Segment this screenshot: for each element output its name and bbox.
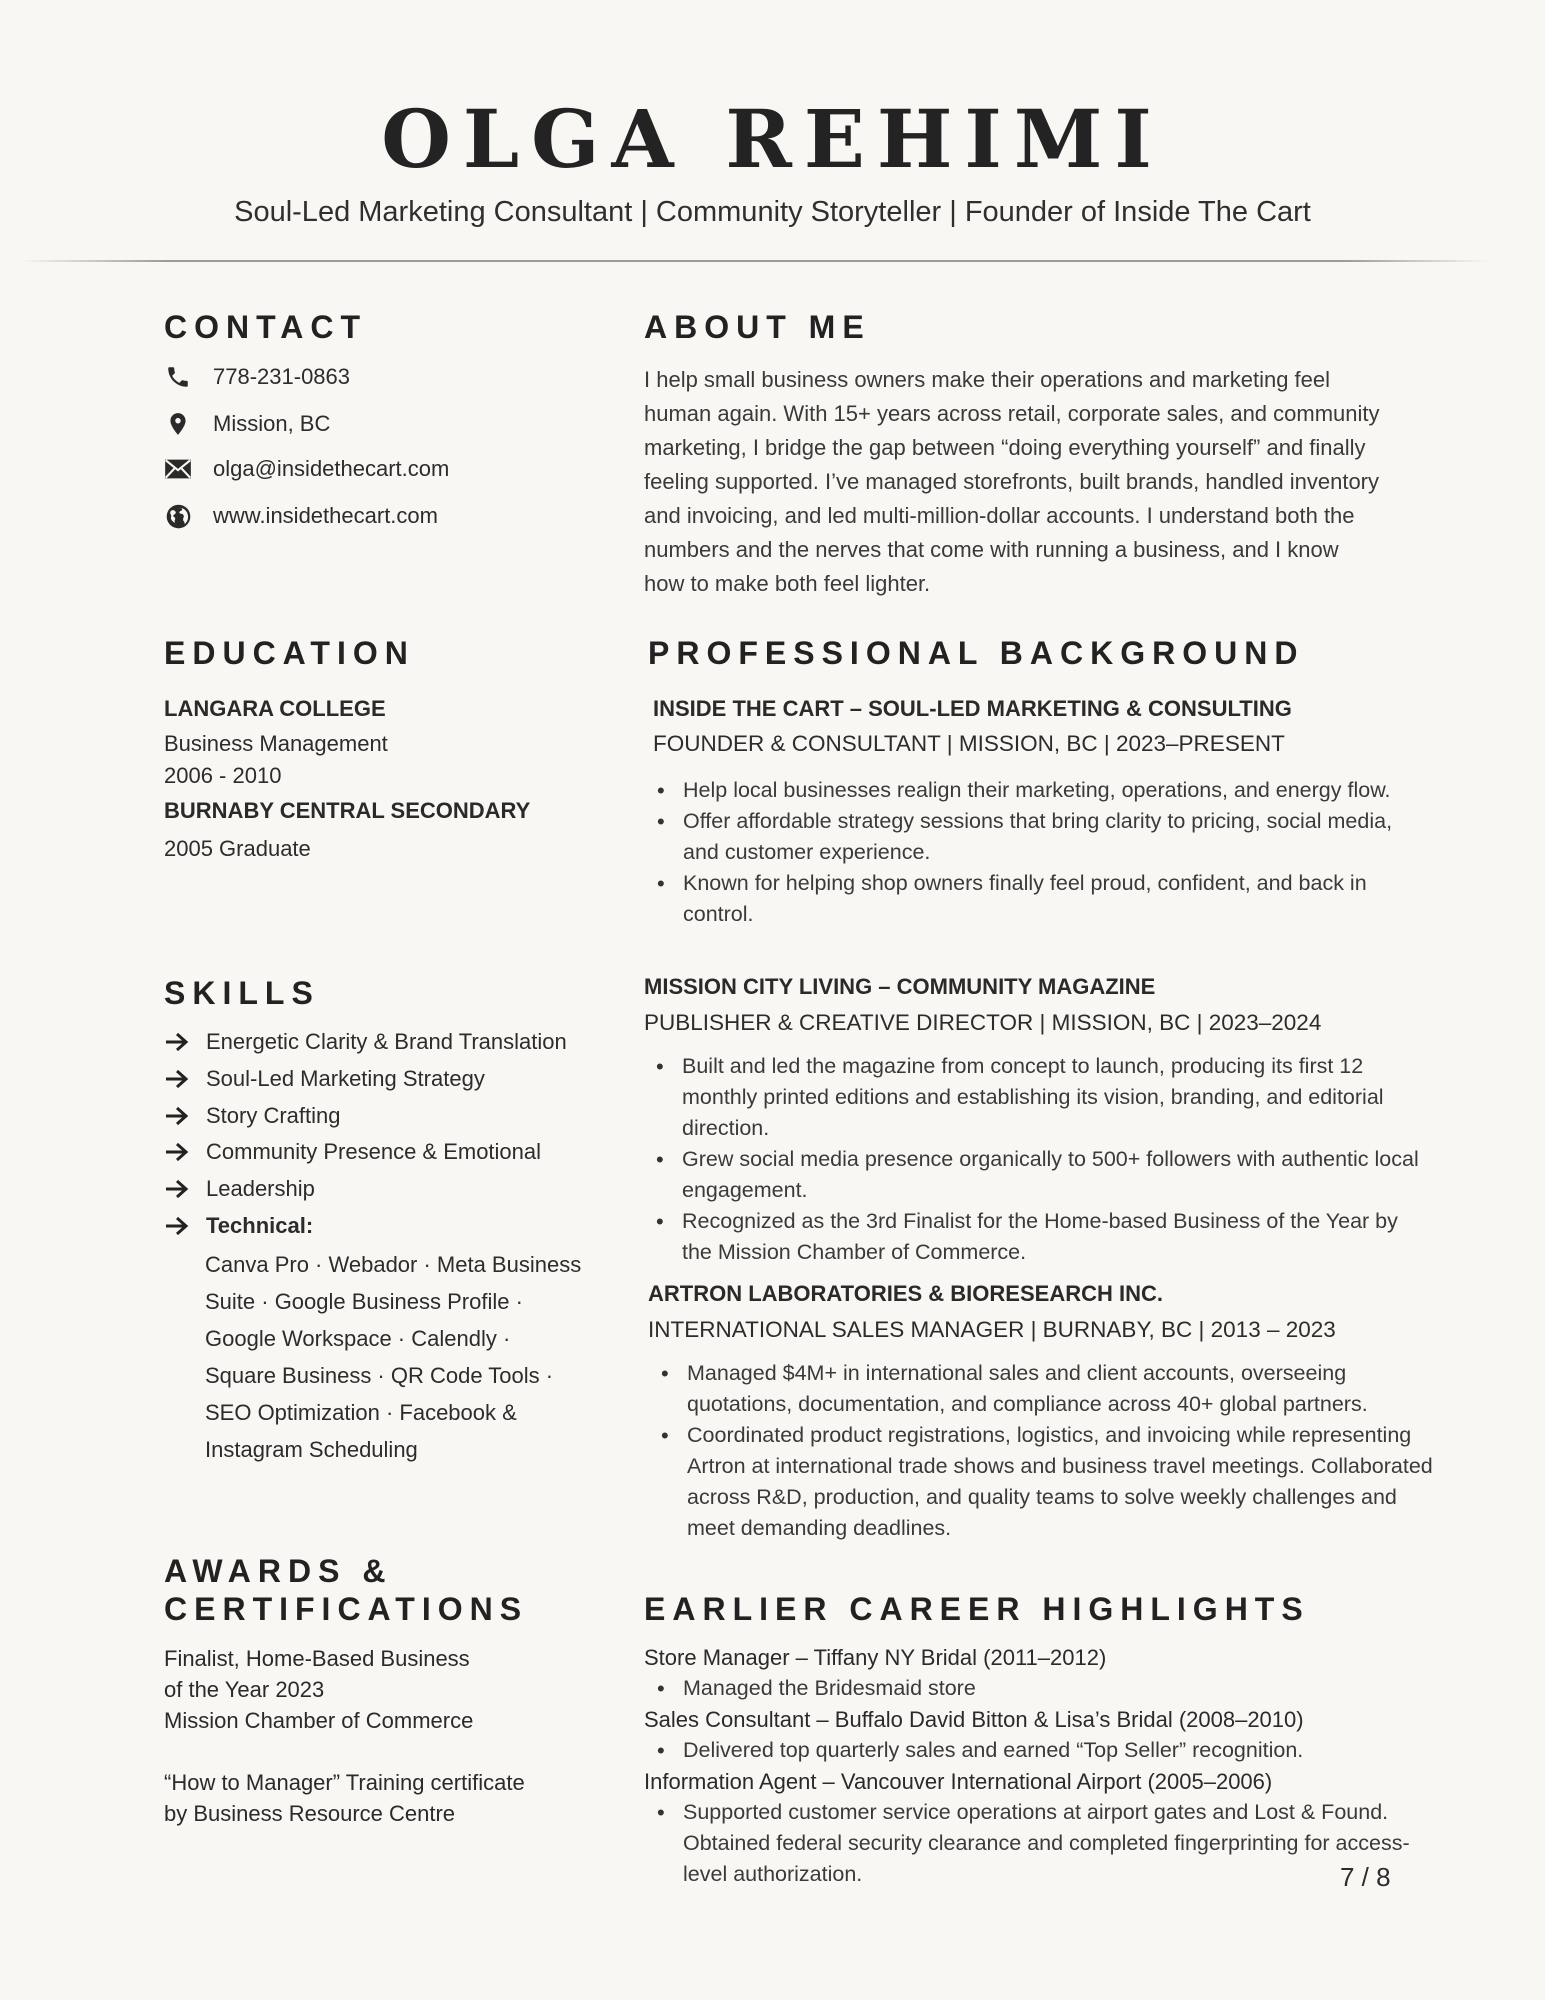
location-pin-icon xyxy=(164,410,192,438)
about-line: human again. With 15+ years across retail, corporate sales, and community xyxy=(644,401,1380,426)
award-line: of the Year 2023 xyxy=(164,1677,325,1702)
skill-label: Soul-Led Marketing Strategy xyxy=(206,1066,485,1091)
contact-phone xyxy=(164,361,350,393)
job-bullet: • Grew social media presence organically to 500+ followers with authentic local engagement. xyxy=(682,1144,1422,1206)
skill-label: Story Crafting xyxy=(206,1103,341,1128)
about-line: and invoicing, and led multi-million-dollar accounts. I understand both the xyxy=(644,503,1355,528)
earlier-bullets xyxy=(644,1797,1423,1890)
skill-label: Energetic Clarity & Brand Translation xyxy=(206,1029,567,1054)
technical-line: Google Workspace · Calendly · xyxy=(205,1326,511,1351)
job-role: PUBLISHER & CREATIVE DIRECTOR | MISSION, BC | 2023–2024 xyxy=(644,1010,1322,1035)
job-bullets xyxy=(653,775,1423,930)
job-bullet: • Help local businesses realign their marketing, operations, and energy flow. xyxy=(683,775,1423,806)
earlier-heading: EARLIER CAREER HIGHLIGHTS xyxy=(644,1591,1310,1627)
award-line: “How to Manager” Training certificate xyxy=(164,1770,525,1795)
email-icon xyxy=(164,455,192,483)
page-number: 7 / 8 xyxy=(1340,1862,1391,1892)
job-company: MISSION CITY LIVING – COMMUNITY MAGAZINE xyxy=(644,974,1156,999)
resume-name: OLGA REHIMI xyxy=(381,92,1164,186)
school-name: LANGARA COLLEGE xyxy=(164,696,386,721)
skill-label: Leadership xyxy=(206,1176,315,1201)
job-bullet: • Built and led the magazine from concept to launch, producing its first 12 monthly printed editions and establishing its vision, branding, and editorial direction. xyxy=(682,1051,1422,1144)
arrow-right-icon xyxy=(164,1215,190,1237)
program-name: 2005 Graduate xyxy=(164,836,311,861)
technical-tools xyxy=(205,1246,581,1468)
program-name: Business Management xyxy=(164,731,388,756)
technical-line: Suite · Google Business Profile · xyxy=(205,1289,523,1314)
award-line: Finalist, Home-Based Business xyxy=(164,1646,470,1671)
arrow-right-icon xyxy=(164,1178,190,1200)
location-text: Mission, BC xyxy=(213,411,331,436)
about-heading: ABOUT ME xyxy=(644,309,871,345)
globe-icon xyxy=(164,502,192,530)
earlier-bullets xyxy=(644,1673,1424,1704)
school-name: BURNABY CENTRAL SECONDARY xyxy=(164,798,531,823)
skill-item-technical xyxy=(164,1209,313,1243)
earlier-bullet: • Supported customer service operations at airport gates and Lost & Found. Obtained federal security clearance and completed fingerprinting for access-level authorization. xyxy=(683,1797,1423,1890)
skill-item xyxy=(164,1099,341,1133)
technical-line: Canva Pro · Webador · Meta Business xyxy=(205,1252,582,1277)
skill-item xyxy=(164,1062,485,1096)
education-heading: EDUCATION xyxy=(164,635,415,671)
earlier-title: Store Manager – Tiffany NY Bridal (2011–2012) xyxy=(644,1645,1107,1670)
earlier-title: Sales Consultant – Buffalo David Bitton & Lisa’s Bridal (2008–2010) xyxy=(644,1707,1304,1732)
contact-email xyxy=(164,453,449,485)
awards-heading-line: CERTIFICATIONS xyxy=(164,1591,529,1627)
awards-heading-line: AWARDS & xyxy=(164,1553,393,1589)
technical-line: Instagram Scheduling xyxy=(205,1437,418,1462)
skill-item xyxy=(164,1135,541,1169)
job-bullet: • Known for helping shop owners finally feel proud, confident, and back in control. xyxy=(683,868,1423,930)
phone-icon xyxy=(164,363,192,391)
job-bullet: • Managed $4M+ in international sales and client accounts, overseeing quotations, documentation, and compliance across 40+ global partners. xyxy=(687,1358,1447,1420)
job-bullet: • Offer affordable strategy sessions that bring clarity to pricing, social media, and customer experience. xyxy=(683,806,1423,868)
job-role: INTERNATIONAL SALES MANAGER | BURNABY, BC | 2013 – 2023 xyxy=(648,1317,1336,1342)
arrow-right-icon xyxy=(164,1105,190,1127)
about-line: how to make both feel lighter. xyxy=(644,571,931,596)
skills-heading: SKILLS xyxy=(164,975,320,1011)
certificate-item xyxy=(164,1767,525,1829)
arrow-right-icon xyxy=(164,1031,190,1053)
awards-heading xyxy=(164,1552,528,1628)
about-line: feeling supported. I’ve managed storefronts, built brands, handled inventory xyxy=(644,469,1380,494)
job-bullets xyxy=(657,1358,1447,1544)
about-line: I help small business owners make their operations and marketing feel xyxy=(644,367,1331,392)
job-bullet: • Recognized as the 3rd Finalist for the Home-based Business of the Year by the Mission Chamber of Commerce. xyxy=(682,1206,1422,1268)
job-company: INSIDE THE CART – SOUL-LED MARKETING & CONSULTING xyxy=(653,696,1292,721)
skill-label: Community Presence & Emotional xyxy=(206,1139,542,1164)
technical-line: Square Business · QR Code Tools · xyxy=(205,1363,554,1388)
arrow-right-icon xyxy=(164,1068,190,1090)
award-item xyxy=(164,1643,473,1736)
job-bullets xyxy=(652,1051,1422,1268)
background-heading: PROFESSIONAL BACKGROUND xyxy=(648,635,1305,671)
contact-location xyxy=(164,408,330,440)
about-line: marketing, I bridge the gap between “doing everything yourself” and finally xyxy=(644,435,1366,460)
arrow-right-icon xyxy=(164,1141,190,1163)
job-role: FOUNDER & CONSULTANT | MISSION, BC | 2023–PRESENT xyxy=(653,731,1285,756)
technical-line: SEO Optimization · Facebook & xyxy=(205,1400,517,1425)
earlier-bullets xyxy=(644,1735,1424,1766)
skill-item xyxy=(164,1025,567,1059)
about-line: numbers and the nerves that come with running a business, and I know xyxy=(644,537,1339,562)
tagline: Soul-Led Marketing Consultant | Community Storyteller | Founder of Inside The Cart xyxy=(234,196,1311,228)
contact-heading: CONTACT xyxy=(164,309,368,345)
contact-website xyxy=(164,500,438,532)
about-text xyxy=(644,363,1464,601)
skill-item xyxy=(164,1172,315,1206)
award-line: by Business Resource Centre xyxy=(164,1801,456,1826)
email-text[interactable]: olga@insidethecart.com xyxy=(213,456,450,481)
award-line: Mission Chamber of Commerce xyxy=(164,1708,474,1733)
job-company: ARTRON LABORATORIES & BIORESEARCH INC. xyxy=(648,1281,1163,1306)
job-bullet: • Coordinated product registrations, logistics, and invoicing while representing Artron at international trade shows and business travel meetings. Collaborated across R&D, production, and quality teams to solve weekly challenges and meet demanding deadlines. xyxy=(687,1420,1447,1544)
header-divider xyxy=(20,260,1490,262)
earlier-title: Information Agent – Vancouver International Airport (2005–2006) xyxy=(644,1769,1273,1794)
earlier-bullet: • Delivered top quarterly sales and earned “Top Seller” recognition. xyxy=(683,1735,1424,1766)
earlier-bullet: • Managed the Bridesmaid store xyxy=(683,1673,1424,1704)
education-years: 2006 - 2010 xyxy=(164,763,282,788)
website-text[interactable]: www.insidethecart.com xyxy=(213,503,438,528)
phone-number: 778-231-0863 xyxy=(213,364,351,389)
technical-label: Technical: xyxy=(206,1213,314,1238)
earlier-list xyxy=(644,1642,1424,1890)
